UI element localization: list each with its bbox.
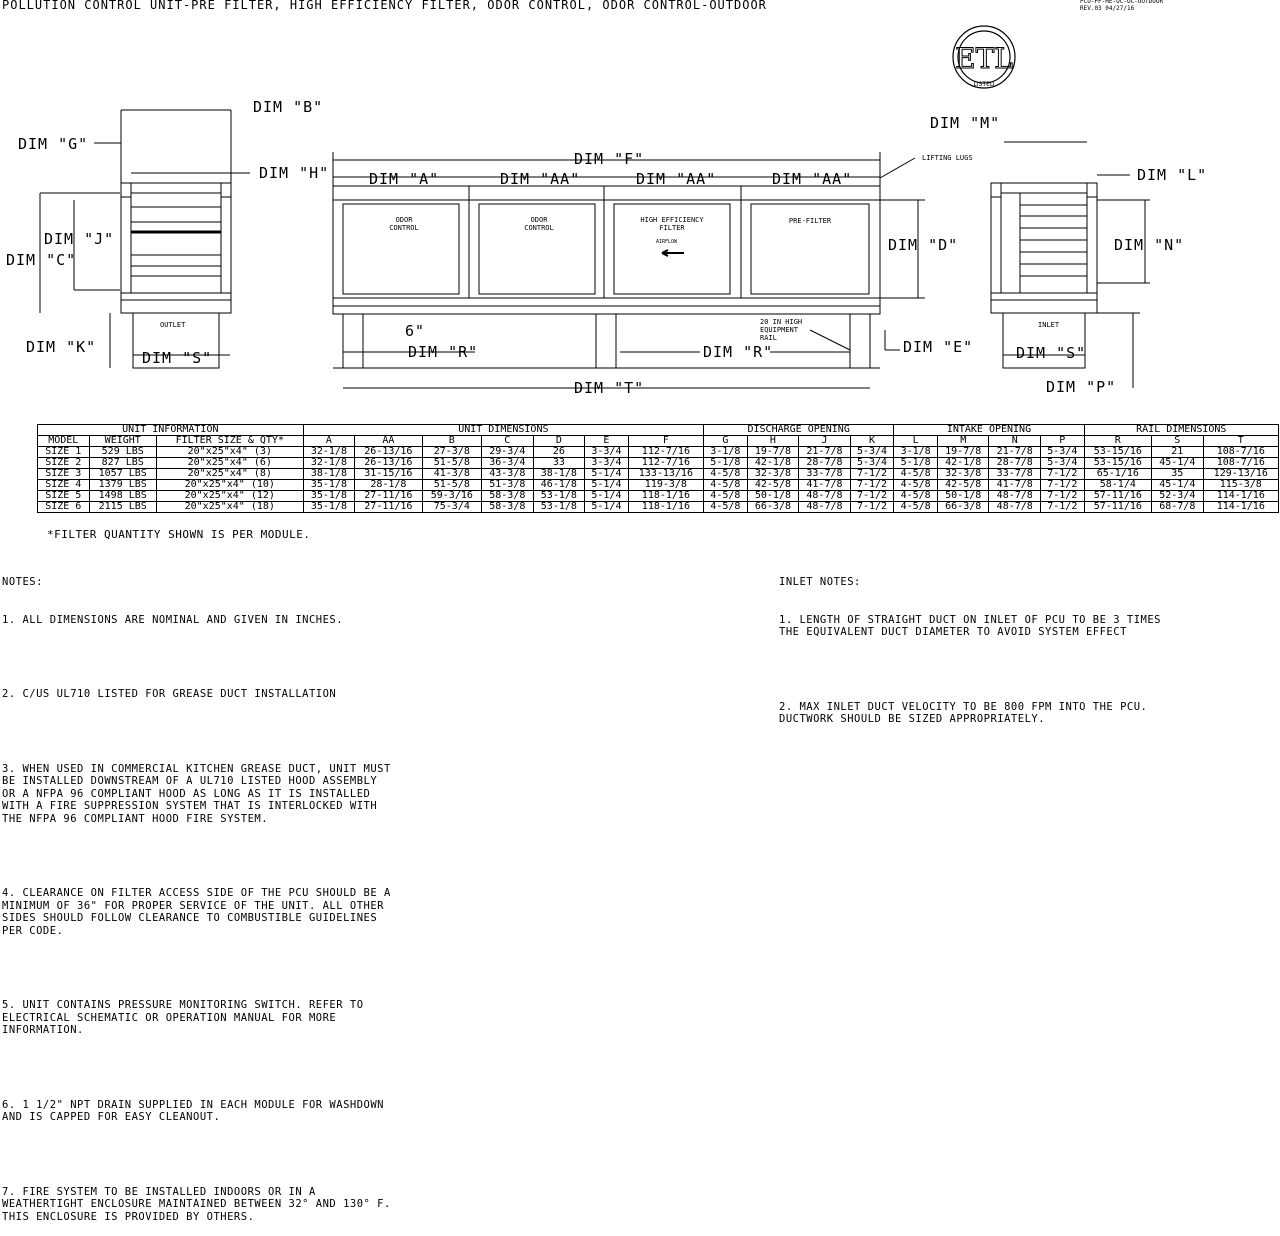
table-cell: 7-1/2 [1041,480,1085,491]
table-cell: 4-5/8 [704,502,748,513]
column-header: B [422,436,481,447]
table-cell: 20"x25"x4" (12) [156,491,303,502]
dim-m-label: DIM "M" [930,114,1001,132]
table-cell: 38-1/8 [303,469,355,480]
table-cell: 827 LBS [89,458,156,469]
table-cell: 529 LBS [89,447,156,458]
table-cell: 27-11/16 [355,491,422,502]
dim-aa-label-3: DIM "AA" [772,170,853,188]
table-cell: 52-3/4 [1152,491,1204,502]
column-header: WEIGHT [89,436,156,447]
dim-r-label-2: DIM "R" [703,343,774,361]
dim-f-label: DIM "F" [574,150,645,168]
table-header-row [38,436,1279,447]
table-cell: 20"x25"x4" (6) [156,458,303,469]
table-cell: 5-3/4 [1041,458,1085,469]
equipment-rail-note: 20 IN HIGH EQUIPMENT RAIL [760,318,803,342]
table-cell: SIZE 1 [38,447,90,458]
drawing-title: POLLUTION CONTROL UNIT-PRE FILTER, HIGH EFFICIENCY FILTER, ODOR CONTROL, ODOR CONTROL-OUTDOOR [2,0,767,12]
group-unit-dimensions: UNIT DIMENSIONS [303,425,703,436]
table-cell: 5-1/8 [704,458,748,469]
table-cell: 20"x25"x4" (18) [156,502,303,513]
table-cell: 5-1/4 [585,502,629,513]
table-cell: 5-1/4 [585,491,629,502]
dim-t-label: DIM "T" [574,379,645,397]
dim-6in-label: 6" [405,322,426,340]
dim-c-label: DIM "C" [6,251,77,269]
table-cell: 21-7/8 [799,447,851,458]
table-cell: 66-3/8 [747,502,799,513]
table-body [38,447,1279,513]
table-cell: 32-3/8 [937,469,989,480]
note-7: 7. FIRE SYSTEM TO BE INSTALLED INDOORS OR IN A WEATHERTIGHT ENCLOSURE MAINTAINED BETWEEN 32° AND 130° F. THIS ENCLOSURE IS PROVIDED BY OTHERS. [2,1185,391,1223]
inlet-note-1: 1. LENGTH OF STRAIGHT DUCT ON INLET OF PCU TO BE 3 TIMES THE EQUIVALENT DUCT DIAMETER TO AVOID SYSTEM EFFECT [779,613,1162,638]
table-cell: 46-1/8 [533,480,585,491]
table-cell: 7-1/2 [850,469,894,480]
table-cell: 114-1/16 [1203,502,1278,513]
table-cell: 42-1/8 [937,458,989,469]
table-cell: 21-7/8 [989,447,1041,458]
table-row [38,502,1279,513]
table-cell: 3-3/4 [585,447,629,458]
table-cell: 3-1/8 [704,447,748,458]
column-header: J [799,436,851,447]
dim-b-label: DIM "B" [253,98,324,116]
table-cell: 19-7/8 [747,447,799,458]
dim-n-label: DIM "N" [1114,236,1185,254]
table-group-row [38,425,1279,436]
table-cell: 41-7/8 [989,480,1041,491]
table-cell: 118-1/16 [628,491,703,502]
outlet-label: OUTLET [160,321,186,329]
column-header: MODEL [38,436,90,447]
inlet-label: INLET [1038,321,1060,329]
column-header: M [937,436,989,447]
table-cell: 7-1/2 [1041,469,1085,480]
dim-d-label: DIM "D" [888,236,959,254]
table-cell: 3-3/4 [585,458,629,469]
table-cell: 33-7/8 [799,469,851,480]
table-cell: 51-5/8 [422,458,481,469]
table-cell: 5-3/4 [1041,447,1085,458]
module-odor-control-2: ODOR CONTROL [524,216,554,232]
table-cell: 112-7/16 [628,458,703,469]
table-cell: 2115 LBS [89,502,156,513]
table-cell: 129-13/16 [1203,469,1278,480]
table-cell: 53-1/8 [533,491,585,502]
table-cell: 59-3/16 [422,491,481,502]
dim-s-label-left: DIM "S" [142,349,213,367]
table-cell: 41-7/8 [799,480,851,491]
lifting-lugs-label: LIFTING LUGS [922,154,973,162]
table-cell: 20"x25"x4" (8) [156,469,303,480]
table-cell: 51-5/8 [422,480,481,491]
etl-mark-subtext: LISTED [973,81,995,88]
inlet-note-2: 2. MAX INLET DUCT VELOCITY TO BE 800 FPM INTO THE PCU. DUCTWORK SHOULD BE SIZED APPROPRIATELY. [779,700,1148,725]
group-intake-opening: INTAKE OPENING [894,425,1084,436]
note-4: 4. CLEARANCE ON FILTER ACCESS SIDE OF THE PCU SHOULD BE A MINIMUM OF 36" FOR PROPER SERVICE OF THE UNIT. ALL OTHER SIDES SHOULD FOLLOW CLEARANCE TO COMBUSTIBLE GUIDELINES PER CODE. [2,887,391,937]
note-1: 1. ALL DIMENSIONS ARE NOMINAL AND GIVEN IN INCHES. [2,613,344,626]
inlet-notes-header: INLET NOTES: [779,576,861,588]
table-cell: 1498 LBS [89,491,156,502]
table-cell: 32-1/8 [303,458,355,469]
column-header: N [989,436,1041,447]
table-cell: 108-7/16 [1203,447,1278,458]
note-2: 2. C/US UL710 LISTED FOR GREASE DUCT INSTALLATION [2,688,337,700]
column-header: AA [355,436,422,447]
table-cell: 57-11/16 [1084,491,1151,502]
table-cell: 26 [533,447,585,458]
column-header: E [585,436,629,447]
table-cell: 4-5/8 [894,502,938,513]
table-cell: 133-13/16 [628,469,703,480]
table-cell: 4-5/8 [894,491,938,502]
table-cell: 7-1/2 [1041,502,1085,513]
dim-h-label: DIM "H" [259,164,330,182]
table-cell: 57-11/16 [1084,502,1151,513]
table-cell: 7-1/2 [1041,491,1085,502]
table-cell: SIZE 2 [38,458,90,469]
dim-aa-label-2: DIM "AA" [636,170,717,188]
table-cell: 20"x25"x4" (10) [156,480,303,491]
table-cell: 4-5/8 [704,480,748,491]
table-cell: 43-3/8 [482,469,534,480]
table-cell: 48-7/8 [799,502,851,513]
table-cell: 19-7/8 [937,447,989,458]
table-cell: 35 [1152,469,1204,480]
table-cell: 4-5/8 [704,491,748,502]
table-cell: 48-7/8 [989,491,1041,502]
etl-mark-text: ETL [955,42,1013,75]
column-header: G [704,436,748,447]
table-cell: 114-1/16 [1203,491,1278,502]
table-cell: 33 [533,458,585,469]
table-cell: 26-13/16 [355,447,422,458]
table-cell: 48-7/8 [989,502,1041,513]
airflow-label: AIRFLOW [656,239,678,245]
etl-listed-mark [953,26,1015,88]
table-cell: 112-7/16 [628,447,703,458]
table-cell: 51-3/8 [482,480,534,491]
table-cell: 1379 LBS [89,480,156,491]
table-cell: 21 [1152,447,1204,458]
table-cell: 108-7/16 [1203,458,1278,469]
table-cell: 115-3/8 [1203,480,1278,491]
dim-s-label-right: DIM "S" [1016,344,1087,362]
inlet-notes-section [779,551,1161,738]
table-cell: 28-7/8 [799,458,851,469]
table-cell: SIZE 5 [38,491,90,502]
column-header: R [1084,436,1151,447]
table-cell: 53-1/8 [533,502,585,513]
table-cell: 35-1/8 [303,502,355,513]
table-cell: 1057 LBS [89,469,156,480]
drawing-number: PCU-PF-HE-OC-OC-OUTDOOR [1080,0,1164,5]
notes-section [2,551,391,1236]
table-cell: 32-3/8 [747,469,799,480]
dim-j-label: DIM "J" [44,230,115,248]
table-cell: 28-7/8 [989,458,1041,469]
column-header: T [1203,436,1278,447]
table-cell: 41-3/8 [422,469,481,480]
table-cell: SIZE 3 [38,469,90,480]
table-cell: 42-1/8 [747,458,799,469]
table-cell: 45-1/4 [1152,480,1204,491]
revision-date: REV.03 04/27/16 [1080,5,1135,12]
dim-l-label: DIM "L" [1137,166,1208,184]
table-cell: 29-3/4 [482,447,534,458]
module-pre-filter: PRE-FILTER [788,217,832,225]
table-cell: 27-11/16 [355,502,422,513]
table-cell: 36-3/4 [482,458,534,469]
column-header: P [1041,436,1085,447]
table-footnote: *FILTER QUANTITY SHOWN IS PER MODULE. [47,528,311,541]
column-header: F [628,436,703,447]
table-cell: 33-7/8 [989,469,1041,480]
table-cell: 7-1/2 [850,480,894,491]
table-cell: 66-3/8 [937,502,989,513]
table-cell: 42-5/8 [937,480,989,491]
note-6: 6. 1 1/2" NPT DRAIN SUPPLIED IN EACH MODULE FOR WASHDOWN AND IS CAPPED FOR EASY CLEANOUT. [2,1098,385,1123]
table-cell: 27-3/8 [422,447,481,458]
table-cell: 5-3/4 [850,458,894,469]
notes-header: NOTES: [2,576,43,588]
module-odor-control-1: ODOR CONTROL [389,216,419,232]
table-cell: 31-15/16 [355,469,422,480]
dim-k-label: DIM "K" [26,338,97,356]
table-row [38,491,1279,502]
table-cell: 50-1/8 [747,491,799,502]
table-cell: 20"x25"x4" (3) [156,447,303,458]
table-cell: 7-1/2 [850,491,894,502]
column-header: D [533,436,585,447]
column-header: S [1152,436,1204,447]
table-cell: 58-3/8 [482,502,534,513]
table-cell: 4-5/8 [894,469,938,480]
table-cell: 5-1/4 [585,469,629,480]
table-row [38,447,1279,458]
table-cell: 119-3/8 [628,480,703,491]
table-cell: 65-1/16 [1084,469,1151,480]
table-cell: SIZE 6 [38,502,90,513]
dim-e-label: DIM "E" [903,338,974,356]
table-cell: 42-5/8 [747,480,799,491]
table-cell: 32-1/8 [303,447,355,458]
table-cell: SIZE 4 [38,480,90,491]
column-header: C [482,436,534,447]
column-header: K [850,436,894,447]
table-cell: 45-1/4 [1152,458,1204,469]
table-cell: 53-15/16 [1084,447,1151,458]
dim-g-label: DIM "G" [18,135,89,153]
table-cell: 7-1/2 [850,502,894,513]
group-discharge-opening: DISCHARGE OPENING [704,425,894,436]
table-row [38,469,1279,480]
dim-p-label: DIM "P" [1046,378,1117,396]
table-cell: 75-3/4 [422,502,481,513]
table-cell: 48-7/8 [799,491,851,502]
dimension-table [37,424,1279,513]
table-cell: 35-1/8 [303,491,355,502]
table-cell: 5-3/4 [850,447,894,458]
table-cell: 68-7/8 [1152,502,1204,513]
table-cell: 4-5/8 [894,480,938,491]
dim-a-label: DIM "A" [369,170,440,188]
module-high-efficiency-filter: HIGH EFFICIENCY FILTER [640,216,704,232]
table-cell: 5-1/8 [894,458,938,469]
table-cell: 38-1/8 [533,469,585,480]
table-cell: 58-3/8 [482,491,534,502]
dim-aa-label-1: DIM "AA" [500,170,581,188]
note-5: 5. UNIT CONTAINS PRESSURE MONITORING SWITCH. REFER TO ELECTRICAL SCHEMATIC OR OPERATION MANUAL FOR MORE INFORMATION. [2,999,364,1036]
column-header: L [894,436,938,447]
column-header: FILTER SIZE & QTY* [156,436,303,447]
table-row [38,480,1279,491]
table-cell: 5-1/4 [585,480,629,491]
table-row [38,458,1279,469]
column-header: A [303,436,355,447]
group-unit-information: UNIT INFORMATION [38,425,304,436]
table-cell: 50-1/8 [937,491,989,502]
column-header: H [747,436,799,447]
note-3: 3. WHEN USED IN COMMERCIAL KITCHEN GREASE DUCT, UNIT MUST BE INSTALLED DOWNSTREAM OF A UL710 LISTED HOOD ASSEMBLY OR A NFPA 96 COMPLIANT HOOD AS LONG AS IT IS INSTALLED WITH A FIRE SUPPRESSION SYSTEM THAT IS INTERLOCKED WITH THE NFPA 96 COMPLIANT HOOD FIRE SYSTEM. [2,762,391,825]
table-cell: 28-1/8 [355,480,422,491]
table-cell: 118-1/16 [628,502,703,513]
table-cell: 53-15/16 [1084,458,1151,469]
table-cell: 4-5/8 [704,469,748,480]
dim-r-label-1: DIM "R" [408,343,479,361]
table-cell: 26-13/16 [355,458,422,469]
table-cell: 35-1/8 [303,480,355,491]
table-cell: 58-1/4 [1084,480,1151,491]
table-cell: 3-1/8 [894,447,938,458]
group-rail-dimensions: RAIL DIMENSIONS [1084,425,1278,436]
